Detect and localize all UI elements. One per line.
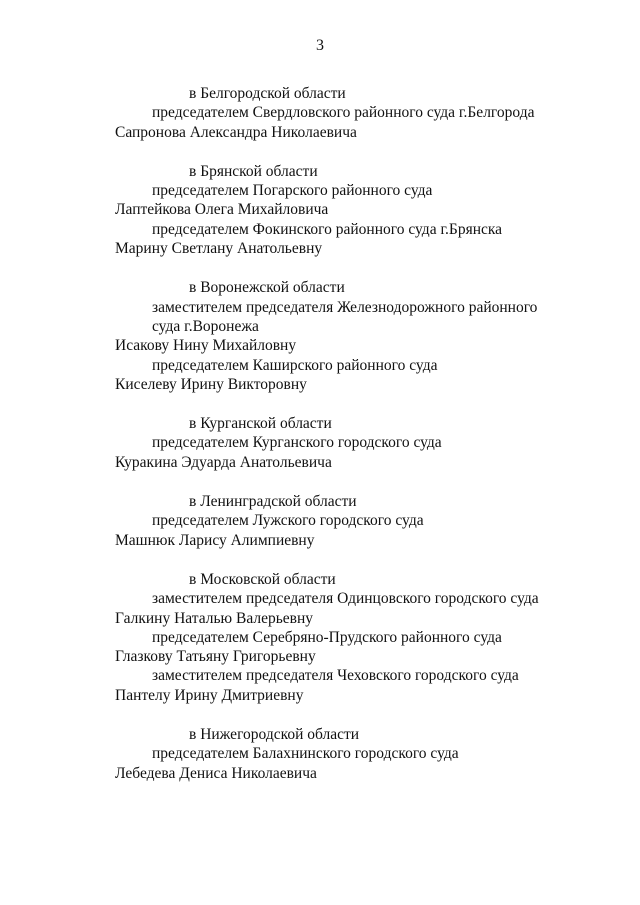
section-bryansk: [115, 162, 625, 258]
region-heading: в Московской области: [189, 570, 336, 588]
region-heading: в Брянской области: [189, 162, 318, 180]
region-heading: в Воронежской области: [189, 279, 345, 297]
section-kurgan: [115, 414, 625, 472]
position-line: председателем Серебряно-Прудского районного суда: [152, 628, 502, 646]
section-moscow: [115, 570, 625, 705]
person-name: Глазкову Татьяну Григорьевну: [115, 648, 316, 666]
section-leningrad: [115, 492, 625, 550]
person-name: Сапронова Александра Николаевича: [115, 123, 357, 141]
page-number: 3: [316, 37, 324, 54]
document-body: [115, 84, 625, 803]
region-heading: в Нижегородской области: [189, 726, 360, 744]
position-line: председателем Лужского городского суда: [152, 512, 424, 530]
region-heading: в Белгородской области: [189, 85, 346, 102]
position-line: заместителем председателя Чеховского городского суда: [152, 667, 519, 685]
region-heading: в Курганской области: [189, 415, 332, 433]
person-name: Марину Светлану Анатольевну: [115, 240, 323, 258]
person-name: Куракина Эдуарда Анатольевича: [115, 453, 332, 471]
person-name: Лебедева Дениса Николаевича: [115, 764, 317, 782]
position-line: председателем Свердловского районного суда г.Белгорода: [152, 104, 535, 122]
person-name: Киселеву Ирину Викторовну: [115, 375, 307, 393]
region-heading: в Ленинградской области: [189, 493, 357, 511]
person-name: Галкину Наталью Валерьевну: [115, 609, 314, 627]
position-line: заместителем председателя Железнодорожного районного: [152, 298, 538, 316]
section-nizhny-novgorod: [115, 725, 625, 783]
person-name: Машнюк Ларису Алимпиевну: [115, 531, 315, 549]
person-name: Пантелу Ирину Дмитриевну: [115, 686, 304, 704]
person-name: Лаптейкова Олега Михайловича: [115, 201, 329, 219]
section-belgorod: [115, 84, 625, 142]
position-line: председателем Погарского районного суда: [152, 182, 433, 200]
position-line: заместителем председателя Одинцовского городского суда: [152, 590, 539, 608]
person-name: Исакову Нину Михайловну: [115, 337, 297, 355]
position-line: председателем Курганского городского суда: [152, 434, 442, 452]
position-line: председателем Фокинского районного суда г.Брянска: [152, 220, 503, 238]
section-voronezh: [115, 278, 625, 394]
position-line: председателем Каширского районного суда: [152, 356, 438, 374]
position-line: председателем Балахнинского городского суда: [152, 745, 459, 763]
position-line-continued: суда г.Воронежа: [152, 317, 259, 335]
